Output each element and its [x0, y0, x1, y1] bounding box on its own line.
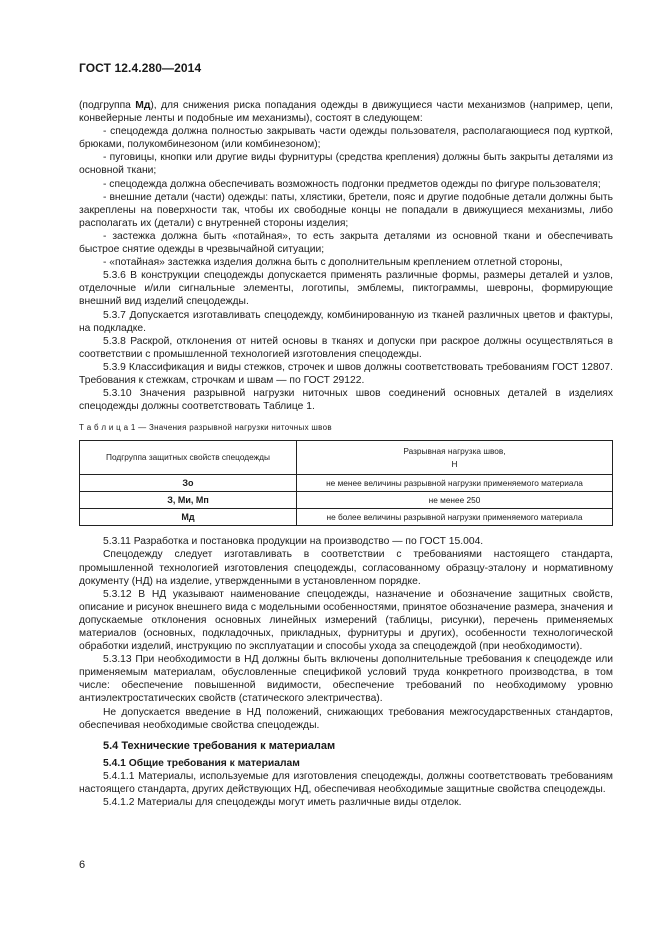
clause-5-3-8: 5.3.8 Раскрой, отклонения от нитей основы в тканях и допуски при раскрое должны осуществляться в соответствии с промышленной технологией изготовления спецодежды. [79, 335, 613, 360]
table-header-row [80, 441, 613, 475]
text-run-bold: Мд [135, 100, 151, 111]
list-item: - застежка должна быть «потайная», то есть закрыта деталями из основной ткани и обеспечивать быстрое снятие одежды в чрезвычайной ситуации; [79, 230, 613, 256]
paragraph: Не допускается введение в НД положений, снижающих требования межгосударственных стандартов, обеспечивая необходимые свойства спецодежды. [79, 706, 613, 731]
clause-5-4-1-2: 5.4.1.2 Материалы для спецодежды могут иметь различные виды отделок. [103, 797, 462, 809]
text-run: ), для снижения риска попадания одежды в движущиеся части механизмов (например, цепи, конвейерные ленты и подобные им механизмы), состоят в следующем: [79, 100, 613, 125]
table-cell-group: З, Ми, Мп [80, 492, 297, 509]
table-row [80, 509, 613, 526]
clause-5-3-12: 5.3.12 В НД указывают наименование спецодежды, назначение и обозначение защитных свойств, описание и рисунок внешнего вида с модельными особенностями, принятое обозначение размера, значения и допускаемые отклонения основных линейных измерений (таблицы, рисунки), перечень применяемых материалов (основных, подкладочных, прикладных, фурнитуры и других), особенности технологической обработки изделий, инструкцию по эксплуатации и способы ухода за спецодеждой (при необходимости). [79, 588, 613, 653]
table-caption: Т а б л и ц а 1 — Значения разрывной нагрузки ниточных швов [79, 423, 332, 433]
clause-5-3-6: 5.3.6 В конструкции спецодежды допускается применять различные формы, размеры деталей и узлов, отделочные и/или сигнальные элементы, логотипы, эмблемы, пиктограммы, шевроны, формирующие внешний вид изделий спецодежды. [79, 270, 613, 308]
table-header-cell [297, 441, 613, 475]
document-body [79, 99, 613, 809]
table-header-unit: Н [451, 458, 458, 469]
clause-5-3-11: 5.3.11 Разработка и постановка продукции на производство — по ГОСТ 15.004. [103, 536, 484, 548]
table-row [80, 475, 613, 492]
page-number: 6 [79, 859, 86, 871]
list-item: - пуговицы, кнопки или другие виды фурнитуры (средства крепления) должны быть закрыты деталями из основной ткани; [79, 152, 613, 177]
list-item: - спецодежда должна полностью закрывать части одежды пользователя, располагающиеся под курткой, брюками, полукомбинезоном (или комбинезоном); [79, 126, 613, 151]
clause-5-3-9: 5.3.9 Классификация и виды стежков, строчек и швов должны соответствовать требованиям ГОСТ 12807. Требования к стежкам, строчкам и швам — по ГОСТ 29122. [79, 361, 613, 386]
clause-5-3-10: 5.3.10 Значения разрывной нагрузки ниточных швов соединений основных деталей в изделиях спецодежды должны соответствовать Таблице 1. [79, 388, 613, 413]
list-item: - «потайная» застежка изделия должна быть с дополнительным креплением отлетной стороны, [103, 257, 563, 269]
table-cell-group: Мд [80, 509, 297, 526]
breaking-load-table [79, 440, 613, 526]
clause-5-3-7: 5.3.7 Допускается изготавливать спецодежду, комбинированную из тканей различных цветов и фактуры, на подкладке. [79, 309, 613, 334]
clause-5-4-1-1: 5.4.1.1 Материалы, используемые для изготовления спецодежды, должны соответствовать требованиям настоящего стандарта, других действующих НД, обеспечивая необходимые защитные свойства спецодежды. [79, 770, 613, 796]
subsection-heading: 5.4.1 Общие требования к материалам [103, 757, 300, 769]
table-cell-group: Зо [80, 475, 297, 492]
list-item: - спецодежда должна обеспечивать возможность подгонки предметов одежды по фигуре пользователя; [103, 178, 601, 190]
paragraph [79, 99, 613, 125]
table-cell-value: не более величины разрывной нагрузки применяемого материала [297, 509, 613, 526]
clause-5-3-13: 5.3.13 При необходимости в НД должны быть включены дополнительные требования к спецодежде или применяемым материалам, обусловленные спецификой условий труда конкретного производства, в том числе: обеспечение повышенной видимости, обеспечение требований по необходимому уровню антиэлектростатических свойств (статического электричества). [79, 654, 613, 705]
table-header-text: Разрывная нагрузка швов, [403, 445, 506, 456]
text-run: (подгруппа [79, 100, 136, 111]
document-header: ГОСТ 12.4.280—2014 [79, 61, 202, 75]
list-item: - внешние детали (части) одежды: паты, хлястики, бретели, пояс и другие подобные детали должны быть закреплены на поверхности так, чтобы их свободные концы не попадали в движущиеся механизмы, либо располагать их (детали) с внутренней стороны изделия; [79, 191, 613, 229]
section-heading: 5.4 Технические требования к материалам [103, 739, 336, 752]
table-header-cell: Подгруппа защитных свойств спецодежды [80, 441, 297, 475]
table-cell-value: не менее величины разрывной нагрузки применяемого материала [297, 475, 613, 492]
paragraph: Спецодежду следует изготавливать в соответствии с требованиями настоящего стандарта, промышленной технологией изготовления спецодежды, согласованному образцу-эталону и нормативному документу (НД) на изделие, утвержденными в установленном порядке. [79, 549, 613, 587]
table-row [80, 492, 613, 509]
table-cell-value: не менее 250 [297, 492, 613, 509]
